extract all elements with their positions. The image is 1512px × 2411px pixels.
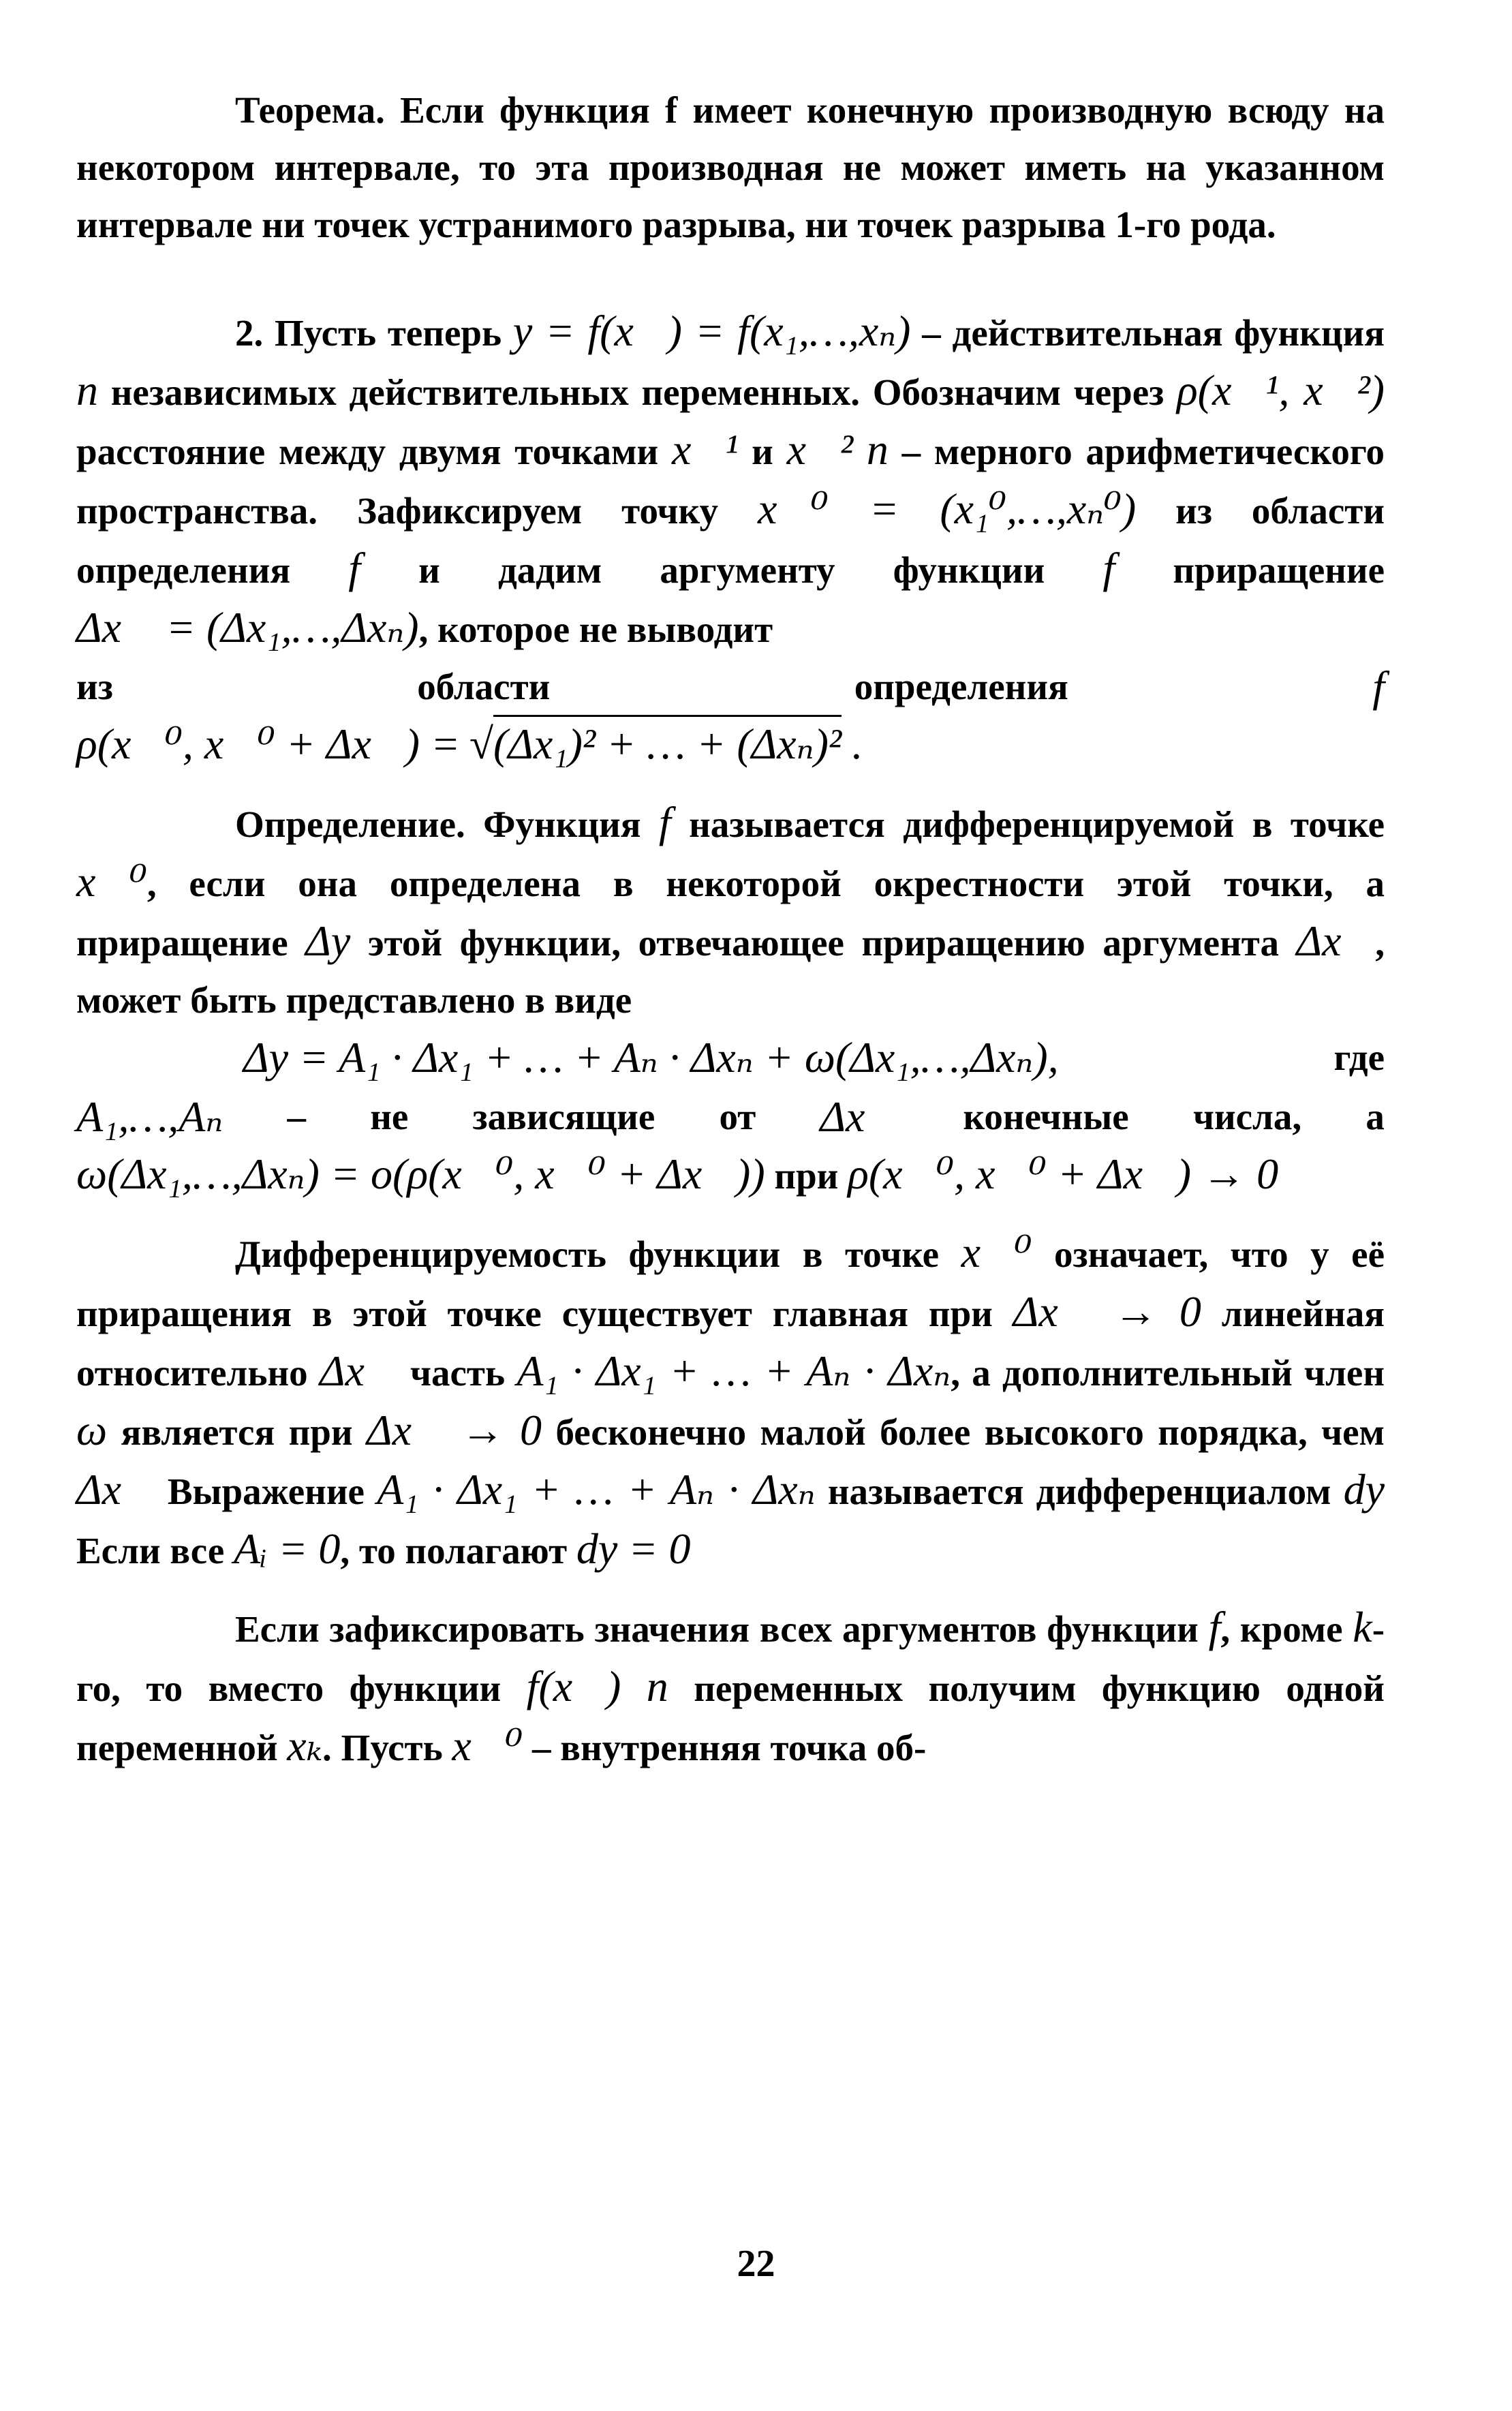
text: означает, что у её приращения в этой точке существует главная при — [76, 1233, 1385, 1334]
text: Выражение — [167, 1471, 365, 1512]
text: – внутренняя точка об- — [532, 1727, 927, 1768]
math-fx: f(x⃗) — [526, 1662, 621, 1710]
distance-definition-formula — [76, 716, 1385, 775]
point-formula: x⃗⁰ = (x₁⁰,…,xₙ⁰) — [757, 485, 1137, 533]
math-dy: Δy — [305, 917, 351, 965]
math-x0: x⃗⁰ — [76, 857, 147, 906]
sqrt-symbol: √ — [469, 720, 494, 768]
math-f: f — [348, 544, 361, 592]
math-limit: Δx⃗ → 0 — [367, 1406, 542, 1454]
coefficients-line — [76, 1088, 1385, 1146]
text: области — [417, 666, 551, 707]
text: при — [774, 1155, 839, 1197]
text: конечные — [963, 1096, 1129, 1137]
limit-formula: ρ(x⃗⁰, x⃗⁰ + Δx⃗) → 0 — [848, 1150, 1279, 1198]
text: – действительная функция — [922, 312, 1385, 354]
text: от — [719, 1096, 756, 1137]
text: Если все — [76, 1530, 225, 1571]
text: , может быть представлено в виде — [76, 922, 1385, 1021]
main-formula-line — [76, 1029, 1385, 1088]
math-x0: x⃗⁰ — [961, 1228, 1032, 1276]
text: , то полагают — [340, 1530, 568, 1571]
text: , а дополнительный член — [951, 1352, 1385, 1394]
text: – — [287, 1096, 306, 1137]
differentiability-paragraph — [76, 1224, 1385, 1580]
text: Функция — [483, 803, 641, 845]
omega-formula-line — [76, 1146, 1385, 1205]
formula-end: . — [850, 720, 862, 768]
math-xk: xₖ — [287, 1721, 323, 1770]
text: , которое не выводит — [418, 609, 773, 650]
math-x1: x⃗¹ — [672, 425, 739, 474]
function-formula: y = f(x⃗) = f(x₁,…,xₙ) — [512, 307, 911, 355]
math-x0: x⃗⁰ — [452, 1721, 523, 1770]
text: является при — [121, 1411, 353, 1453]
text: приращение — [1173, 549, 1385, 591]
text: переменных получим функцию одной переменной — [76, 1668, 1385, 1768]
text: , кроме — [1220, 1608, 1343, 1650]
main-formula: Δy = A₁ · Δx₁ + … + Aₙ · Δxₙ + ω(Δx₁,…,Δxₙ), — [243, 1033, 1059, 1081]
text: расстояние между двумя точками — [76, 431, 659, 472]
text: из — [76, 666, 113, 707]
page-number: 22 — [737, 2243, 775, 2285]
math-f: f — [1102, 544, 1115, 592]
text: где — [1333, 1036, 1385, 1078]
formula-root: (Δx₁)² + … + (Δxₙ)² — [493, 715, 842, 768]
math-x2: x⃗² — [786, 425, 854, 474]
math-coeffs: A₁,…,Aₙ — [76, 1092, 223, 1141]
text: , если она определена в некоторой окрестности этой точки, а приращение — [76, 863, 1385, 964]
text: Дифференцируемость функции в точке — [235, 1233, 940, 1275]
definition-paragraph — [76, 794, 1385, 1029]
text: Если зафиксировать значения всех аргументов функции — [235, 1608, 1199, 1650]
spread-line — [76, 658, 1385, 716]
text: а — [1366, 1096, 1385, 1137]
text: и дадим аргументу функции — [418, 549, 1045, 591]
math-dx: Δx⃗ — [1296, 917, 1376, 965]
text: определения — [854, 666, 1068, 707]
math-dx: Δx⃗ — [820, 1092, 899, 1141]
math-dy: dy — [1343, 1465, 1385, 1514]
text: бесконечно малой более высокого порядка, чем — [555, 1411, 1385, 1453]
math-linear-part: A₁ · Δx₁ + … + Aₙ · Δxₙ — [377, 1465, 816, 1514]
text: Пусть теперь — [275, 312, 502, 354]
math-linear-part: A₁ · Δx₁ + … + Aₙ · Δxₙ — [516, 1347, 951, 1395]
math-n: n — [646, 1662, 668, 1710]
text: называется дифференциалом — [827, 1471, 1331, 1512]
math-omega: ω — [76, 1406, 108, 1454]
distance-formula: ρ(x⃗¹, x⃗²) — [1176, 366, 1385, 414]
text: называется дифференцируемой в точке — [689, 803, 1385, 845]
page-content — [76, 82, 1385, 1777]
math-f: f — [1372, 662, 1385, 711]
formula-left: ρ(x⃗⁰, x⃗⁰ + Δx⃗) = — [76, 720, 461, 768]
math-f: f — [1208, 1603, 1221, 1651]
math-n: n — [76, 366, 98, 414]
text: -го, то вместо функции — [76, 1608, 1385, 1709]
math-dx: Δx⃗ — [76, 1465, 155, 1514]
math-f: f — [658, 798, 671, 846]
fixing-paragraph — [76, 1599, 1385, 1777]
increment-formula: Δx⃗ = (Δx₁,…,Δxₙ) — [76, 603, 419, 651]
definition-label: Определение. — [235, 803, 465, 845]
math-dy-zero: dy = 0 — [576, 1524, 691, 1573]
text: – мерного арифметического пространства. Зафиксируем точку — [76, 431, 1385, 532]
math-limit: Δx⃗ → 0 — [1013, 1287, 1201, 1336]
paragraph-number: 2. — [235, 312, 264, 354]
text: линейная относительно — [76, 1293, 1385, 1394]
math-dx: Δx⃗ — [319, 1347, 399, 1395]
text: . Пусть — [322, 1727, 443, 1768]
paragraph-2 — [76, 303, 1385, 658]
math-ai-zero: Aᵢ = 0 — [234, 1524, 341, 1573]
omega-formula: ω(Δx₁,…,Δxₙ) = o(ρ(x⃗⁰, x⃗⁰ + Δx⃗)) — [76, 1150, 765, 1198]
text: и — [752, 431, 773, 472]
theorem-paragraph — [76, 82, 1385, 254]
text: зависящие — [472, 1096, 655, 1137]
text: числа, — [1192, 1096, 1302, 1137]
theorem-label: Теорема. — [235, 89, 385, 131]
text: этой функции, отвечающее приращению аргумента — [367, 922, 1279, 964]
theorem-text: Если функция f имеет конечную производную всюду на некотором интервале, то эта производная не может иметь на указанном интервале ни точек устранимого разрыва, ни точек разрыва 1-го рода. — [76, 89, 1385, 245]
text: не — [370, 1096, 409, 1137]
math-k: k — [1353, 1603, 1372, 1651]
text: часть — [410, 1352, 506, 1394]
math-n: n — [866, 425, 889, 474]
text: из области определения — [76, 490, 1385, 591]
text: независимых действительных переменных. Обозначим через — [110, 371, 1164, 413]
